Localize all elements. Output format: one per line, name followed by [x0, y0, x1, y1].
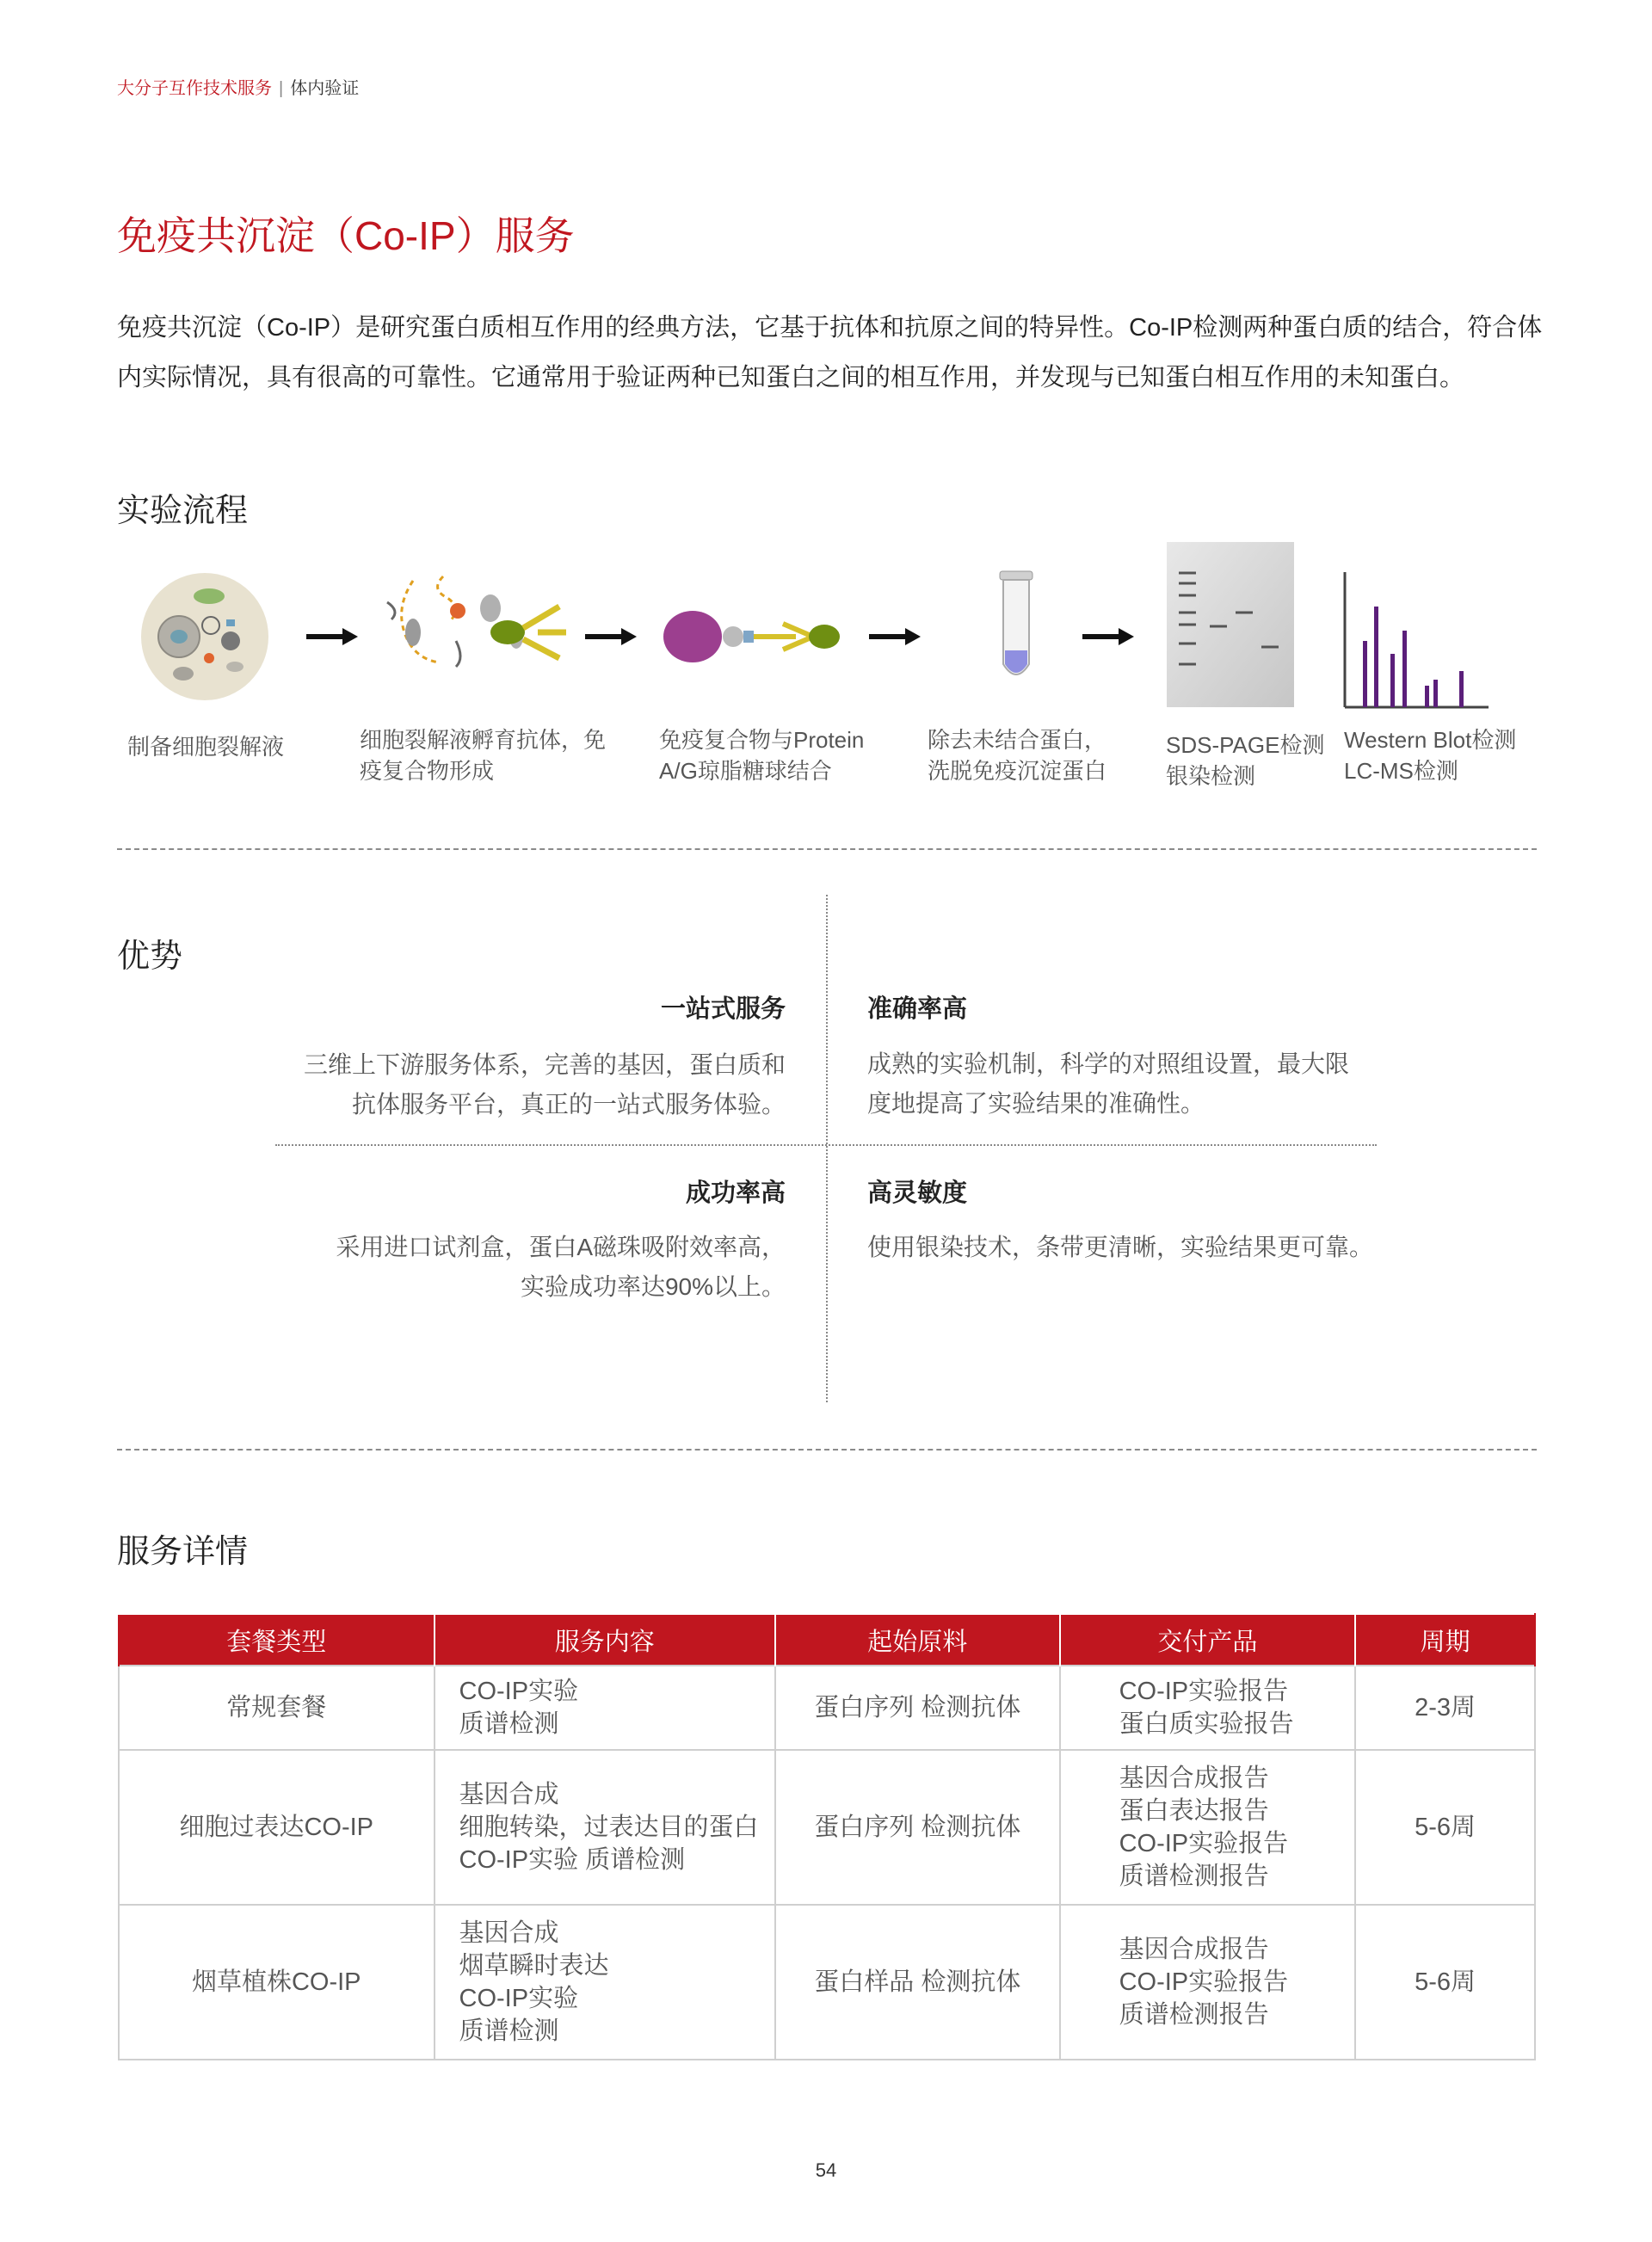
service-table — [118, 1613, 1536, 2060]
arrow-icon — [869, 626, 921, 647]
step-label-6: Western Blot检测 LC-MS检测 — [1344, 727, 1517, 784]
advantage-head-success-rate: 成功率高 — [685, 1180, 786, 1207]
material-cell: 蛋白序列 检测抗体 — [775, 1750, 1060, 1905]
step-label-5: SDS-PAGE检测 银染检测 — [1166, 732, 1325, 789]
running-header — [117, 74, 359, 99]
step-label-2: 细胞裂解液孵育抗体，免 疫复合物形成 — [360, 727, 607, 784]
page-title: 免疫共沉淀（Co-IP）服务 — [117, 213, 575, 258]
test-tube-icon — [998, 570, 1036, 687]
section-divider — [117, 1449, 1537, 1451]
table-row — [119, 1905, 1535, 2060]
advantages-horizontal-divider — [275, 1144, 1377, 1146]
service-content-cell: 基因合成 细胞转染，过表达目的蛋白 CO-IP实验 质谱检测 — [435, 1750, 776, 1905]
advantage-text-sensitivity: 使用银染技术，条带更清晰，实验结果更可靠。 — [867, 1234, 1374, 1260]
service-content-cell: 基因合成 烟草瞬时表达 CO-IP实验 质谱检测 — [435, 1905, 776, 2060]
deliverables-cell: CO-IP实验报告 蛋白质实验报告 — [1060, 1666, 1356, 1750]
advantages-vertical-divider — [826, 895, 828, 1402]
advantage-text-success-rate: 采用进口试剂盒，蛋白A磁珠吸附效率高， 实验成功率达90%以上。 — [336, 1234, 786, 1300]
column-header: 套餐类型 — [119, 1614, 435, 1666]
step-label-4: 除去未结合蛋白， 洗脱免疫沉淀蛋白 — [928, 727, 1107, 784]
antibody-incubation-icon — [379, 572, 568, 675]
deliverables-cell: 基因合成报告 蛋白表达报告 CO-IP实验报告 质谱检测报告 — [1060, 1750, 1356, 1905]
spectrum-bars-icon — [1342, 572, 1489, 710]
column-header: 服务内容 — [435, 1614, 776, 1666]
advantage-text-accuracy: 成熟的实验机制，科学的对照组设置，最大限 度地提高了实验结果的准确性。 — [867, 1050, 1350, 1117]
section-divider — [117, 848, 1537, 850]
arrow-icon — [585, 626, 637, 647]
header-subcategory: 体内验证 — [290, 79, 360, 98]
advantage-head-one-stop: 一站式服务 — [660, 995, 786, 1023]
sds-page-gel-icon — [1167, 542, 1294, 707]
service-content-cell: CO-IP实验 质谱检测 — [435, 1666, 776, 1750]
advantage-head-sensitivity: 高灵敏度 — [867, 1180, 968, 1207]
arrow-icon — [1082, 626, 1134, 647]
workflow-title: 实验流程 — [117, 493, 249, 529]
period-cell: 2-3周 — [1355, 1666, 1535, 1750]
column-header: 周期 — [1355, 1614, 1535, 1666]
package-type-cell: 常规套餐 — [119, 1666, 435, 1750]
package-type-cell: 烟草植株CO-IP — [119, 1905, 435, 2060]
header-separator: | — [279, 79, 284, 98]
page-number: 54 — [815, 2159, 837, 2181]
advantage-head-accuracy: 准确率高 — [867, 995, 968, 1023]
table-header-row — [119, 1614, 1535, 1666]
advantage-text-one-stop: 三维上下游服务体系，完善的基因，蛋白质和 抗体服务平台，真正的一站式服务体验。 — [303, 1051, 786, 1118]
material-cell: 蛋白样品 检测抗体 — [775, 1905, 1060, 2060]
deliverables-cell: 基因合成报告 CO-IP实验报告 质谱检测报告 — [1060, 1905, 1356, 2060]
package-type-cell: 细胞过表达CO-IP — [119, 1750, 435, 1905]
protein-ag-bead-icon — [663, 607, 843, 667]
period-cell: 5-6周 — [1355, 1905, 1535, 2060]
cell-lysate-icon — [140, 572, 269, 701]
advantages-title: 优势 — [117, 939, 183, 975]
table-row — [119, 1666, 1535, 1750]
arrow-icon — [306, 626, 358, 647]
step-label-1: 制备细胞裂解液 — [127, 734, 285, 760]
step-label-3: 免疫复合物与Protein A/G琼脂糖球结合 — [659, 727, 865, 784]
column-header: 交付产品 — [1060, 1614, 1356, 1666]
intro-paragraph: 免疫共沉淀（Co-IP）是研究蛋白质相互作用的经典方法，它基于抗体和抗原之间的特异性。Co-IP检测两种蛋白质的结合，符合体内实际情况，具有很高的可靠性。它通常用于验证两种已知蛋白之间的相互作用，并发现与已知蛋白相互作用的未知蛋白。 — [117, 314, 1543, 391]
period-cell: 5-6周 — [1355, 1750, 1535, 1905]
header-category: 大分子互作技术服务 — [117, 79, 272, 98]
table-row — [119, 1750, 1535, 1905]
service-title: 服务详情 — [117, 1534, 249, 1570]
column-header: 起始原料 — [775, 1614, 1060, 1666]
material-cell: 蛋白序列 检测抗体 — [775, 1666, 1060, 1750]
